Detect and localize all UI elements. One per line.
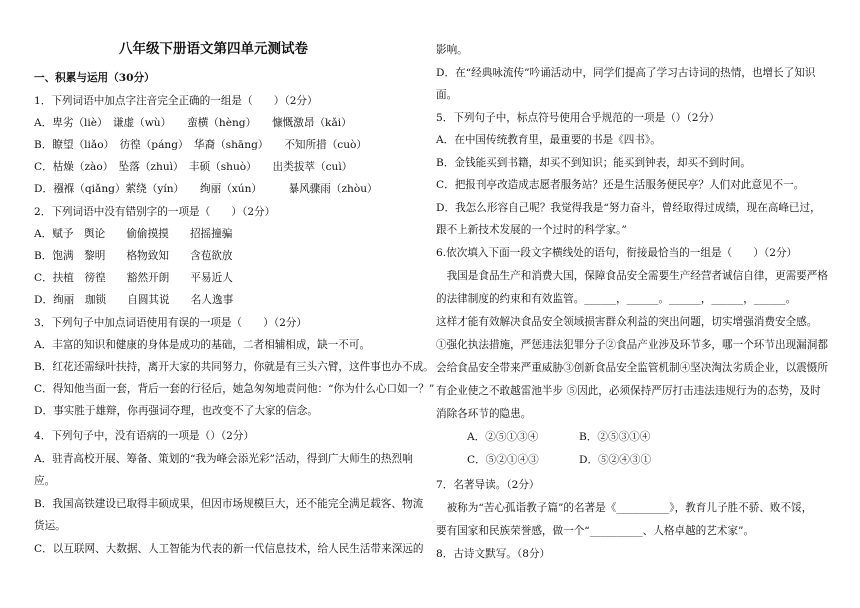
option-line: D．在“经典咏流传”吟诵活动中，同学们提高了学习古诗词的热情，也增长了知识 [436, 67, 816, 79]
option-d: D．⑤②④③① [579, 454, 652, 466]
option-b: B．②⑤③①④ [579, 431, 651, 443]
question-line: 5．下列句子中，标点符号使用合乎规范的一项是（）（2分） [436, 112, 720, 124]
question-line: 3．下列句子中加点词语使用有误的一项是（ ）（2分） [34, 317, 308, 329]
option-line: C．以互联网、大数据、人工智能为代表的新一代信息技术，给人民生活带来深远的 [34, 543, 424, 555]
question-line: 2．下列词语中没有错别字的一项是（ ）（2分） [34, 206, 276, 218]
passage-line: 我国是食品生产和消费大国，保障食品安全需要生产经营者诚信自律，更需要严格 [436, 270, 828, 282]
option-line: 货运。 [34, 520, 66, 532]
passage-line: 这样才能有效解决食品安全领域损害群众利益的突出问题，切实增强消费安全感。 [436, 316, 818, 328]
continuation-line: 影响。 [436, 44, 468, 56]
question-line: 8．古诗文默写。（8分） [436, 548, 551, 560]
passage-line: ①强化执法措施，严惩违法犯罪分子②食品产业涉及环节多，哪一个环节出现漏洞都 [436, 339, 828, 351]
question-line: 6.依次填入下面一段文字横线处的语句，衔接最恰当的一组是（ ）（2分） [436, 247, 798, 259]
page-title: 八年级下册语文第四单元测试卷 [119, 41, 308, 57]
option-line: D．绚丽 珈锁 自圆其说 名人逸事 [34, 294, 234, 306]
option-line: C．得知他当面一套，背后一套的行径后，她急匆匆地责问他：“你为什么心口如一？” [34, 383, 435, 395]
section-heading: 一、积累与运用（30分） [34, 72, 155, 84]
option-a: A．②⑤①③④ [467, 431, 539, 443]
option-line: A．丰富的知识和健康的身体是成功的基础，二者相辅相成，缺一不可。 [34, 339, 371, 351]
passage-line: 消除各环节的隐患。 [436, 408, 532, 420]
option-line: A．赋予 舆论 偷偷摸摸 招摇撞骗 [34, 228, 233, 240]
option-line: C．枯燥（zào） 坠落（zhuì） 丰硕（shuò） 出类拔萃（cuì） [34, 161, 353, 173]
option-line: B．瞭望（liǎo） 彷徨（páng） 华裔（shāng） 不知所措（cuò） [34, 139, 368, 151]
option-line: C．把报刊亭改造成志愿者服务站？还是生活服务便民亭？人们对此意见不一。 [436, 179, 805, 191]
option-line: B．金钱能买到书籍，却买不到知识；能买到钟表，却买不到时间。 [436, 157, 752, 169]
option-line: 应。 [34, 475, 56, 487]
option-line: C．扶植 徬徨 豁然开朗 平易近人 [34, 272, 233, 284]
option-line: B．红花还需绿叶扶持，离开大家的共同努力，你就是有三头六臂，这件事也办不成。 [34, 361, 434, 373]
option-c: C．⑤②①④③ [467, 454, 539, 466]
option-line: D．事实胜于雄辩，你再强词夺理，也改变不了大家的信念。 [34, 405, 318, 417]
passage-line: 的法律制度的约束和有效监管。______，______。______，______，______。 [436, 293, 797, 305]
question-line: 4．下列句子中，没有语病的一项是（）（2分） [34, 430, 255, 442]
question-line: 7．名著导读。（2分） [436, 479, 540, 491]
question-line: 1．下列词语中加点字注音完全正确的一组是（ ）（2分） [34, 95, 318, 107]
option-line: D．我怎么形容自己呢？我觉得我是“努力奋斗，曾经取得过成绩，现在高峰已过， [436, 202, 821, 214]
option-line: D．襁褓（qiǎng）萦绕（yín） 绚丽（xún） 暴风骤雨（zhòu） [34, 183, 378, 195]
question-line: 被称为“苦心孤诣教子篇”的名著是《__________》，教育儿子胜不骄、败不馁， [436, 502, 813, 514]
passage-line: 有企业使之不敢越雷池半步 ⑤因此，必须保持严厉打击违法违规行为的态势，及时 [436, 385, 821, 397]
question-line: 要有国家和民族荣誉感，做一个“__________、人格卓越的艺术家”。 [436, 525, 755, 537]
option-line: 面。 [436, 89, 458, 101]
option-line: B．我国高铁建设已取得丰硕成果，但因市场规模巨大，还不能完全满足载客、物流 [34, 498, 424, 510]
option-line: B．饱满 黎明 格物致知 含苞欲放 [34, 250, 233, 262]
passage-line: 会给食品安全带来严重威胁③创新食品安全监管机制④坚决淘汰劣质企业，以震慑所 [436, 362, 828, 374]
option-line: A．驻青高校开展、筹备、策划的“我为峰会添光彩”活动，得到广大师生的热烈响 [34, 453, 413, 465]
option-line: 跟不上新技术发展的一个过时的科学家。” [436, 224, 627, 236]
option-line: A．在中国传统教育里，最重要的书是《四书》。 [436, 134, 661, 146]
option-line: A．卑劣（liè） 谦虚（wù） 蛮横（hèng） 慷慨激昂（kǎi） [34, 117, 352, 129]
